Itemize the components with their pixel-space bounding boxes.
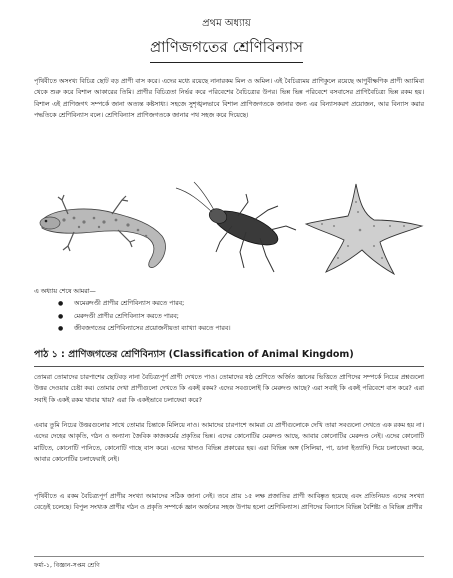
starfish-figure — [306, 184, 422, 274]
objective-item: ● অমেরুদণ্ডী প্রাণীর শ্রেণিবিন্যাস করতে পারব; — [58, 298, 231, 311]
objective-item: ● জীবজগতের শ্রেণিবিন্যাসের প্রয়োজনীয়তা ব্যাখ্যা করতে পারব। — [58, 323, 231, 336]
lesson-heading: পাঠ ১ : প্রাণিজগতের শ্রেণিবিন্যাস (Classification of Animal Kingdom) — [34, 348, 424, 367]
objective-item: ● মেরুদণ্ডী প্রাণীর শ্রেণিবিন্যাস করতে পারব; — [58, 311, 231, 324]
paragraph-3: এবার তুমি নিচের উত্তরগুলোর সাথে তোমার চিন্তাকে মিলিয়ে নাও। আমাদের চারপাশে আমরা যে প্রাণীগুলোকে দেখি তারা সবগুলো দেখতে এক রকম হয় না। এদের দেহের আকৃতি, গঠন ও অন্যান্য জৈবিক কাজকর্মের প্রকৃতির ভিন্ন। এদের কোনোটির মেরুদণ্ড আছে, আবার কোনোটির মেরুদণ্ড নেই। এদের কোনোটি মাটিতে, কোনোটি পানিতে, কোনোটি গাছে বাস করে। এদের খাদ্যও বিভিন্ন প্রকারের হয়। এরা বিভিন্ন অঙ্গ (সিলিয়া, পা, ডানা ইত্যাদি) দিয়ে চলাফেরা করে, আবার কোনোটির চলাফেরাই নেই। — [34, 422, 424, 463]
page-footer: ফর্মা-১, বিজ্ঞান-সপ্তম শ্রেণি — [34, 556, 424, 571]
chapter-label: প্রথম অধ্যায় — [202, 18, 251, 29]
cockroach-figure — [176, 182, 296, 272]
paragraph-4: পৃথিবীতে এ রকম বৈচিত্র্যপূর্ণ প্রাণীর সংখ্যা আমাদের সঠিক জানা নেই। তবে প্রায় ১৫ লক্ষ প্রজাতির প্রাণী আবিষ্কৃত হয়েছে এবং প্রতিনিয়ত এদের সংখ্যা বেড়েই চলেছে। বিপুল সংখ্যক প্রাণীর গঠন ও প্রকৃতি সম্পর্কে জ্ঞান অর্জনের সহজ উপায় হলো শ্রেণিবিন্যাস। প্রাণিদের বিন্যাসে বিভিন্ন বৈশিষ্ট্য ও বিভিন্ন প্রাণীর — [34, 493, 424, 512]
paragraph-2: তোমরা তোমাদের চারপাশের ছোটবড় নানা বৈচিত্র্যপূর্ণ প্রাণী দেখতে পাও। তোমাদের ষষ্ঠ শ্রেণিতে অর্জিত জ্ঞানের ভিত্তিতে প্রাণিদের সম্পর্কে নিচের প্রশ্নগুলো উত্তর দেওয়ার চেষ্টা কর। তোমার দেখা প্রাণীগুলো দেখতে কি একই রকম? এদের সবগুলোই কি মেরুদণ্ড আছে? এরা সবাই কি একই পরিবেশে বাস করে? এরা সবাই কি একই রকম খাবার খায়? এরা কি একইভাবে চলাফেরা করে? — [34, 374, 424, 404]
intro-paragraph: পৃথিবীতে অসংখ্য বিচিত্র ছোট বড় প্রাণী বাস করে। এদের মধ্যে রয়েছে নানারকম মিল ও অমিল। এই বৈচিত্র্যময় প্রাণিকুলে রয়েছে আণুবীক্ষণিক প্রাণী অ্যামিবা থেকে শুরু করে বিশাল আকারের তিমি। প্রাণীর বিচিত্রতা নির্ভর করে পরিবেশের বৈচিত্র্যের উপর। ভিন্ন ভিন্ন পরিবেশে বসবাসের প্রাণিবৈচিত্র্য ভিন্ন রকম হয়। বিশাল এই প্রাণিজগৎ সম্পর্কে জানা অত্যন্ত কষ্টসাধ্য। সহজে সুশৃঙ্খলভাবে বিশাল প্রাণিজগতকে জানার জন্য এর বিন্যাসকরণ প্রয়োজন, আর বিন্যাস করার পদ্ধতিকে শ্রেণিবিন্যাস বলে। শ্রেণিবিন্যাস প্রাণিজগতকে জানার পথ সহজ করে দিয়েছে। — [34, 78, 424, 119]
objectives-intro: এ অধ্যায় শেষে আমরা— — [34, 288, 96, 295]
animal-figures — [34, 180, 424, 275]
chapter-title: প্রাণিজগতের শ্রেণিবিন্যাস — [150, 36, 303, 63]
objectives-list — [58, 298, 231, 336]
lizard-figure — [40, 195, 165, 267]
chapter-title-wrap — [0, 36, 453, 63]
